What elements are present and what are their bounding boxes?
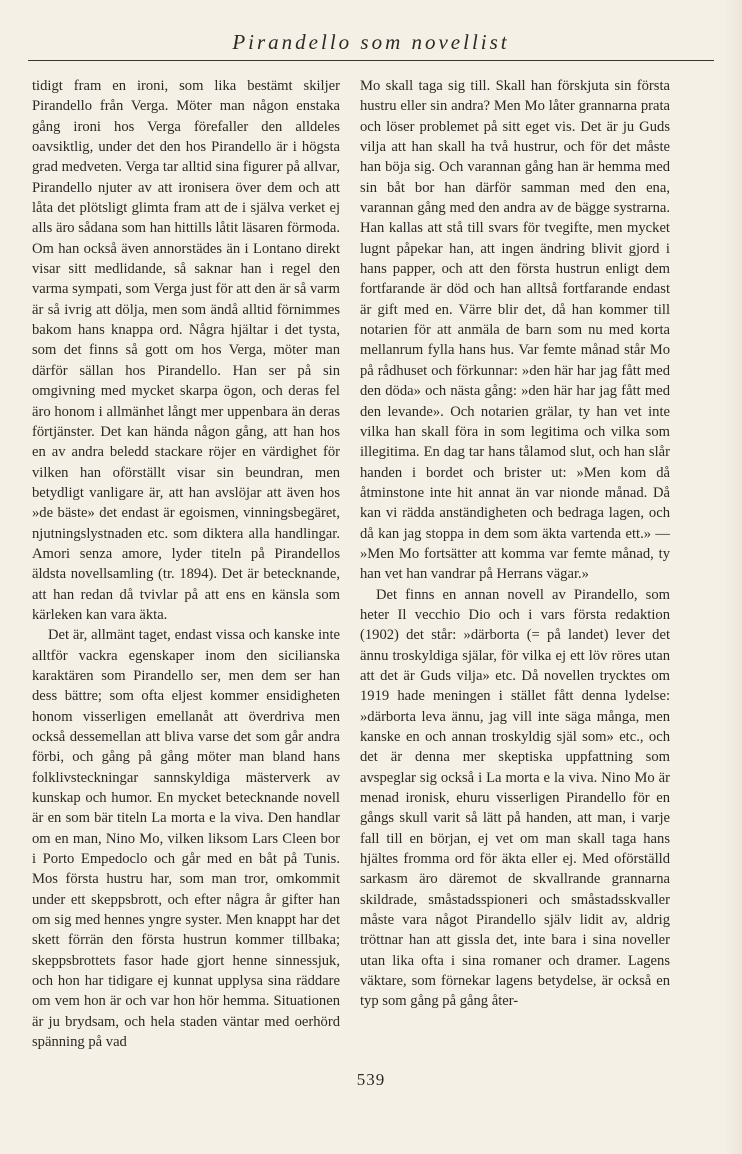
left-column (32, 76, 340, 1053)
paragraph-left-1: tidigt fram en ironi, som lika bestämt skiljer Pirandello från Verga. Möter man någon enstaka gång ironi hos Verga förefaller den alldeles oavsiktlig, under det den hos Pirandello är i högsta grad medveten. Verga tar alltid sina figurer på allvar, Pirandello njuter av att ironisera över dem och att låta det plötsligt glimta fram att de i själva verket ej alls äro sådana som han hittills låtit läsaren förmoda. Om han också även annorstädes än i Lontano direkt visar sitt medlidande, så saknar han i regel den varma sympati, som Verga just för att den är så varm är så ivrig att dölja, men som ändå alltid förnimmes bakom hans knappa ord. Några hjältar i det tysta, som det finns så gott om hos Verga, möter man därför sällan hos Pirandello. Han ser på sin omgivning med mycket skarpa ögon, och deras fel äro honom i allmänhet långt mer uppenbara än deras förtjänster. Det kan hända någon gång, att han hos en av andra beledd stackare röjer en värdighet för vilken han oförställt visar sin beundran, men betydligt vanligare är, att han avslöjar att även hos »de bäste» det endast är egoismen, vinningsbegäret, njutningslystnaden etc. som diktera alla handlingar. Amori senza amore, lyder titeln på Pirandellos äldsta novellsamling (tr. 1894). Det är betecknande, att han redan då tvivlar på att ens en känsla som kärleken kan vara äkta. (32, 78, 340, 623)
paragraph-right-2: Det finns en annan novell av Pirandello, som heter Il vecchio Dio och i vars första redaktion (1902) det står: »därborta (= på landet) lever det ännu troskyldiga själar, för vilka ej ett löv röres utan att det är Guds vilja» etc. Då novellen trycktes om 1919 hade meningen i stället fått denna lydelse: »därborta leva ännu, jag vill inte säga många, men kanske en och annan troskyldig själ som» etc., och det är denna mer skeptiska uppfattning som avspeglar sig också i La morta e la viva. Nino Mo är menad ironisk, ehuru visserligen Pirandello för en gångs skull varit så lätt på handen, att man, i varje fall till en början, ej vet om man skall taga hans hjältes fromma ord för äkta eller ej. Med oförställd sarkasm äro däremot de skvallrande grannarna skildrade, småstadsspioneri och småstadsskvaller måste vara något Pirandello själv lidit av, aldrig tröttnar han att gissla det, inte bara i sina noveller utan lika ofta i sina romaner och dramer. Lagens väktare, som förnekar lagens betydelse, är också en typ som gång på gång åter- (360, 586, 670, 1010)
right-column (360, 76, 670, 1012)
paragraph-left-2: Det är, allmänt taget, endast vissa och kanske inte alltför vackra egenskaper inom den sicilianska karaktären som Pirandello ser, men dem ser han dess bättre; som ofta eljest kommer ensidigheten honom visserligen emellanåt att överdriva men också dessemellan att bliva varse det som går andra förbi, och gång på gång möter man bland hans folklivsteckningar sannskyldiga mästerverk av kunskap och humor. En mycket betecknande novell är en som bär titeln La morta e la viva. Den handlar om en man, Nino Mo, vilken liksom Lars Cleen bor i Porto Empedoclo och går med en båt på Tunis. Mos första hustru har, som man tror, omkommit under ett skeppsbrott, och efter några år gifter han om sig med hennes yngre syster. Men knappt har det skett förrän den första hustrun kommer tillbaka; skeppsbrottets fasor hade gjort henne sinnessjuk, och hon har tidigare ej kunnat upplysa sina räddare om vem hon är och var hon hör hemma. Situationen är ju brydsam, och hela staden väntar med oerhörd spänning på vad (32, 627, 340, 1051)
page-number: 539 (356, 1070, 386, 1089)
running-head: Pirandello som novellist (232, 30, 510, 54)
paragraph-right-1: Mo skall taga sig till. Skall han förskjuta sin första hustru eller sin andra? Men Mo låter grannarna prata och löser problemet på sitt eget vis. Det är ju Guds vilja att han skall ha två hustrur, och för det måste han böja sig. Och varannan gång han är hemma med sin båt bor han därför samman med den ena, varannan gång med den andra av de bägge systrarna. Han kallas att stå till svars för tvegifte, men mycket lugnt påpekar han, att ingen ändring blivit gjord i hans papper, och att den första hustrun enligt dem fortfarande är död och han alltså fortfarande endast är gift med en. Värre blir det, då han kommer till notarien för att anmäla de barn som nu med korta mellanrum fylla hans hus. Var femte månad står Mo på rådhuset och förkunnar: »den här har jag fått med den döda» och nästa gång: »den här har jag fått med den levande». Och notarien grälar, ty han vet inte vilka han skall föra in som legitima och vilka som illegitima. En dag tar hans tålamod slut, och han slår handen i bordet och brister ut: »Men kom då åtminstone inte hit annat än var nionde månad. Då kan vi rädda anständigheten och bedraga lagen, och då kan jag stoppa in dem som äkta vartenda ett.» — »Men Mo fortsätter att komma var femte månad, ty han vet han vandrar på Herrans vägar.» (360, 78, 670, 583)
page-edge-shading (724, 0, 742, 1154)
header-rule (28, 60, 714, 61)
